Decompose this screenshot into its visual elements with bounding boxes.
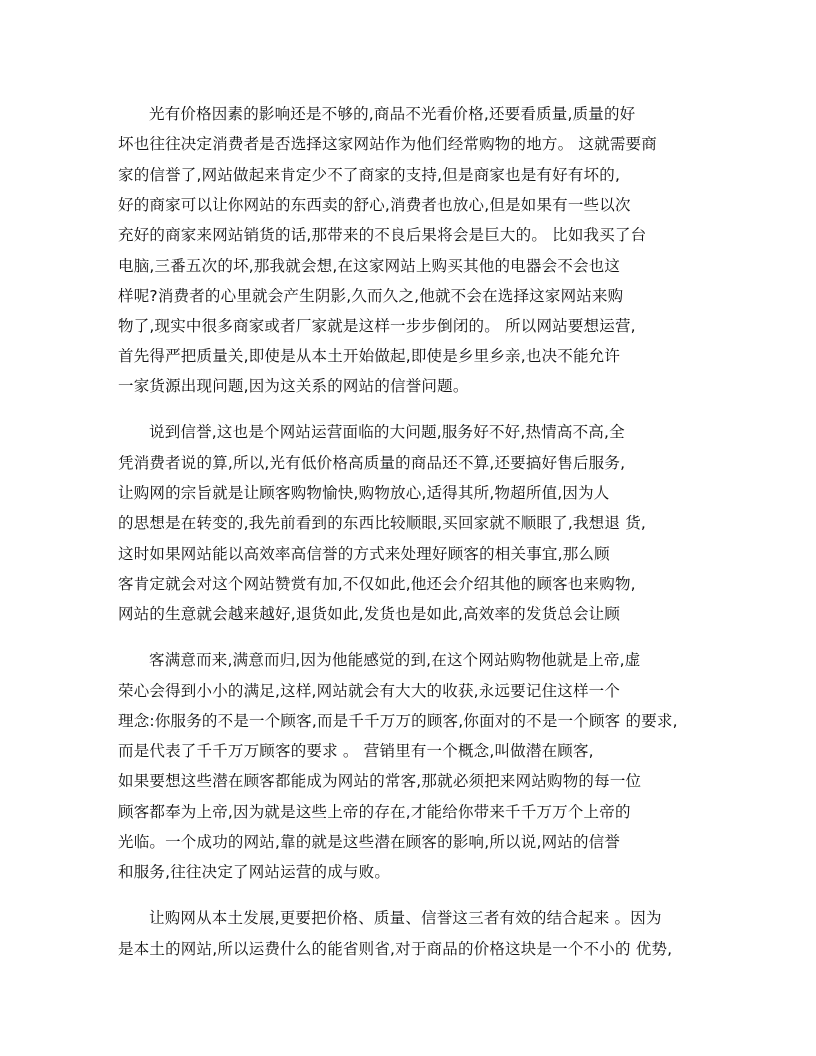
text-line: 充好的商家来网站销货的话,那带来的不良后果将会是巨大的。 比如我买了台: [118, 226, 647, 244]
text-line: 荣心会得到小小的满足,这样,网站就会有大大的收获,永远要记住这样一个: [118, 682, 621, 700]
text-line: 光临。一个成功的网站,靠的就是这些潜在顾客的影响,所以说,网站的信誉: [118, 833, 621, 851]
text-line: 物了,现实中很多商家或者厂家就是这样一步步倒闭的。 所以网站要想运营,: [118, 317, 636, 335]
text-line: 家的信誉了,网站做起来肯定少不了商家的支持,但是商家也是有好有坏的,: [118, 166, 621, 184]
text-line: 首先得严把质量关,即使是从本土开始做起,即使是乡里乡亲,也决不能允许: [118, 347, 621, 365]
text-line: 这时如果网站能以高效率高信誉的方式来处理好顾客的相关事宜,那么顾: [118, 545, 610, 563]
text-line: 如果要想这些潜在顾客都能成为网站的常客,那就必须把来网站购物的每一位: [118, 772, 642, 790]
text-line: 坏也往往决定消费者是否选择这家网站作为他们经常购物的地方。 这就需要商: [118, 135, 657, 153]
text-line: 客满意而来,满意而归,因为他能感觉的到,在这个网站购物他就是上帝,虚: [149, 651, 641, 669]
text-line: 让购网的宗旨就是让顾客购物愉快,购物放心,适得其所,物超所值,因为人: [118, 484, 610, 502]
text-line: 是本土的网站,所以运费什么的能省则省,对于商品的价格这块是一个不小的 优势,: [118, 940, 673, 958]
text-line: 和服务,往往决定了网站运营的成与败。: [118, 863, 391, 881]
text-line: 而是代表了千千万万顾客的要求 。 营销里有一个概念,叫做潜在顾客,: [118, 742, 594, 760]
text-line: 的思想是在转变的,我先前看到的东西比较顺眼,买回家就不顺眼了,我想退 货,: [118, 514, 647, 532]
text-line: 客肯定就会对这个网站赞赏有加,不仅如此,他还会介绍其他的顾客也来购物,: [118, 575, 636, 593]
text-line: 好的商家可以让你网站的东西卖的舒心,消费者也放心,但是如果有一些以次: [118, 196, 631, 214]
text-line: 理念:你服务的不是一个顾客,而是千千万万的顾客,你面对的不是一个顾客 的要求,: [118, 712, 678, 730]
text-line: 顾客都奉为上帝,因为就是这些上帝的存在,才能给你带来千千万万个上帝的: [118, 803, 631, 821]
text-line: 一家货源出现问题,因为这关系的网站的信誉问题。: [118, 377, 469, 395]
text-line: 光有价格因素的影响还是不够的,商品不光看价格,还要看质量,质量的好: [149, 105, 636, 123]
text-line: 网站的生意就会越来越好,退货如此,发货也是如此,高效率的发货总会让顾: [118, 605, 621, 623]
text-line: 电脑,三番五次的坏,那我就会想,在这家网站上购买其他的电器会不会也这: [118, 257, 621, 275]
text-line: 凭消费者说的算,所以,光有低价格高质量的商品还不算,还要搞好售后服务,: [118, 454, 626, 472]
text-line: 样呢?消费者的心里就会产生阴影,久而久之,他就不会在选择这家网站来购: [118, 287, 624, 305]
text-line: 让购网从本土发展,更要把价格、质量、信誉这三者有效的结合起来 。因为: [149, 909, 662, 927]
text-line: 说到信誉,这也是个网站运营面临的大问题,服务好不好,热情高不高,全: [149, 423, 625, 441]
